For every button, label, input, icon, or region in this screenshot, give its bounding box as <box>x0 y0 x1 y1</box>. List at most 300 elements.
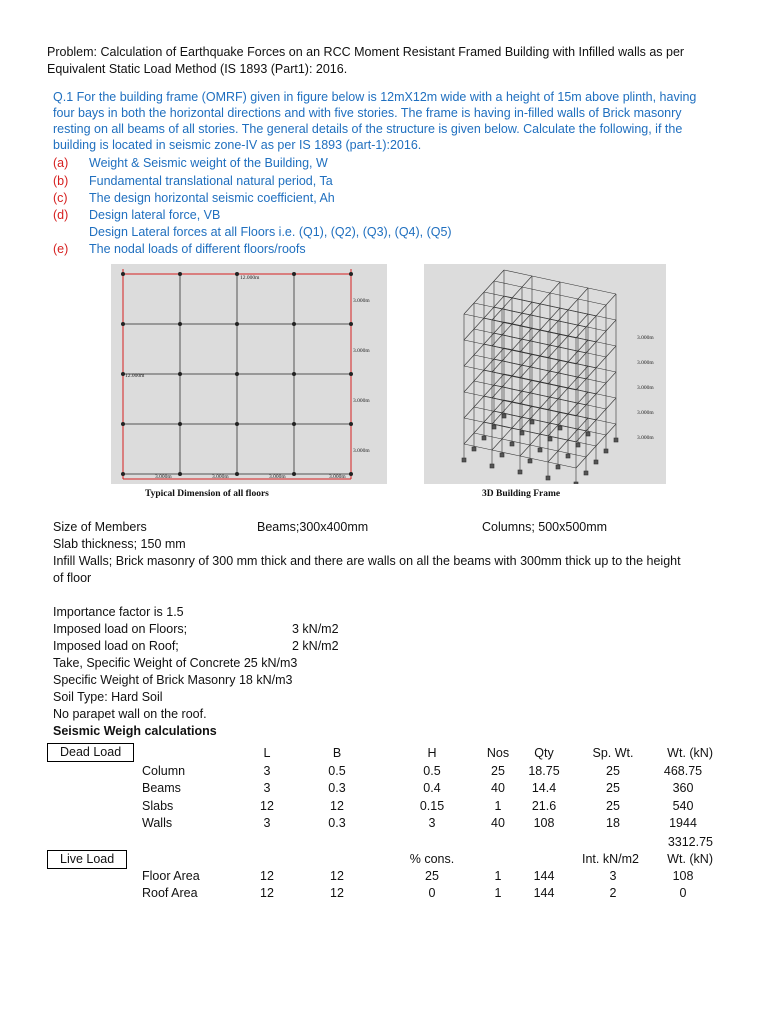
table-cell: 12 <box>260 798 274 813</box>
item-marker: (c) <box>53 191 68 205</box>
footing-icon <box>576 443 580 447</box>
header-cell: Nos <box>486 746 510 760</box>
beams-size: Beams;300x400mm <box>257 520 369 534</box>
imposed-floor-value: 3 kN/m2 <box>292 622 339 636</box>
table-cell: 108 <box>672 869 694 883</box>
frame-member <box>474 407 502 413</box>
frame-member <box>502 324 512 335</box>
table-cell: 12 <box>260 886 274 901</box>
table-cell: 540 <box>672 798 694 813</box>
frame-member <box>540 304 568 310</box>
footing-icon <box>472 447 476 451</box>
frame-member <box>558 321 586 327</box>
frame-member <box>522 287 550 293</box>
frame-member <box>522 276 532 287</box>
frame-member <box>586 420 596 431</box>
problem-line-1: Problem: Calculation of Earthquake Forces on an RCC Moment Resistant Framed Building with Infilled walls as per <box>47 45 685 59</box>
frame-member <box>558 399 586 405</box>
footing-icon <box>520 431 524 435</box>
frame-member <box>550 360 560 371</box>
frame-member <box>560 282 588 288</box>
plan-caption: Typical Dimension of all floors <box>145 489 269 499</box>
frame-member <box>548 410 576 416</box>
frame-member <box>474 355 502 361</box>
frame-member <box>474 422 484 433</box>
dead-load-label: Dead Load <box>47 743 134 762</box>
frame-member <box>548 358 576 364</box>
frame-member <box>492 309 502 320</box>
frame-member <box>474 396 484 407</box>
table-cell: 25 <box>606 781 620 796</box>
plan-drawing <box>111 264 387 484</box>
frame-member <box>540 371 550 382</box>
frame-member <box>558 336 568 347</box>
frame-member <box>464 329 474 340</box>
frame-member <box>464 433 474 444</box>
frame-member <box>578 340 588 351</box>
frame-member <box>576 327 586 338</box>
frame-member <box>492 398 520 404</box>
frame-member <box>502 428 512 439</box>
table-cell: 360 <box>672 781 694 796</box>
frame-member <box>530 315 558 321</box>
footing-icon <box>604 449 608 453</box>
problem-line-2: Equivalent Static Load Method (IS 1893 (Part1): 2016. <box>47 62 348 76</box>
frame-member <box>492 372 520 378</box>
frame3d-figure <box>424 264 666 484</box>
frame-member <box>578 288 588 299</box>
frame-member <box>596 305 606 316</box>
frame-member <box>502 298 512 309</box>
table-cell: 12 <box>330 798 344 813</box>
frame-member <box>502 350 512 361</box>
frame3d-caption: 3D Building Frame <box>482 489 561 499</box>
frame-member <box>520 445 530 456</box>
table-cell: 3 <box>263 764 271 778</box>
frame-member <box>530 382 540 393</box>
frame-member <box>492 439 502 450</box>
plan-bottom-dim: 3.000m <box>212 474 229 480</box>
footing-icon <box>556 465 560 469</box>
footing-icon <box>500 453 504 457</box>
footing-icon <box>584 471 588 475</box>
frame-member <box>532 276 560 282</box>
footing-icon <box>490 464 494 468</box>
table-cell: 12 <box>260 869 274 883</box>
header-cell: Wt. (kN) <box>667 852 713 866</box>
frame-member <box>530 356 540 367</box>
imposed-floor-label: Imposed load on Floors; <box>53 622 188 636</box>
table-cell: 3 <box>609 869 617 883</box>
frame-member <box>512 298 540 304</box>
frame-member <box>586 394 596 405</box>
frame-member <box>512 287 522 298</box>
table-cell: 468.75 <box>663 764 703 778</box>
table-cell: 0.3 <box>328 781 346 796</box>
table-cell: 40 <box>491 815 505 830</box>
footing-icon <box>548 437 552 441</box>
frame-member <box>568 403 578 414</box>
header-cell: Int. kN/m2 <box>582 852 639 866</box>
question-line-1: Q.1 For the building frame (OMRF) given in figure below is 12mX12m wide with a height of 15m above plinth, having <box>53 90 697 104</box>
frame-member <box>502 439 530 445</box>
frame-member <box>530 445 558 451</box>
frame-member <box>548 425 558 436</box>
frame-member <box>464 407 474 418</box>
frame-member <box>484 307 494 318</box>
table-cell: 0.5 <box>423 764 441 778</box>
row-name: Column <box>142 764 186 778</box>
footing-icon <box>482 436 486 440</box>
story-dim: 3.000m <box>637 410 654 416</box>
story-dim: 3.000m <box>637 335 654 341</box>
frame-member <box>558 310 568 321</box>
table-cell: 0.15 <box>419 798 445 813</box>
frame-member <box>548 384 576 390</box>
infill-line-1: Infill Walls; Brick masonry of 300 mm thick and there are walls on all the beams with 300mm thick up to the height <box>53 554 681 568</box>
frame-member <box>474 292 484 303</box>
frame-member <box>522 380 532 391</box>
frame-member <box>512 339 522 350</box>
frame-member <box>522 354 532 365</box>
frame-member <box>520 341 530 352</box>
frame-member <box>522 406 532 417</box>
table-cell: 144 <box>533 886 555 901</box>
table-cell: 18.75 <box>528 764 560 778</box>
frame-member <box>550 334 560 345</box>
plan-bottom-dim: 3.000m <box>269 474 286 480</box>
frame-member <box>596 383 606 394</box>
table-cell: 144 <box>533 869 555 883</box>
header-cell: % cons. <box>409 852 455 866</box>
frame-member <box>540 345 550 356</box>
frame-member <box>484 292 512 298</box>
frame-member <box>464 314 492 320</box>
frame-member <box>576 431 586 442</box>
frame-member <box>474 303 502 309</box>
frame-member <box>606 320 616 331</box>
importance-factor: Importance factor is 1.5 <box>53 605 184 619</box>
row-name: Roof Area <box>142 886 198 901</box>
item-text: Weight & Seismic weight of the Building, W <box>89 156 328 170</box>
frame-member <box>568 299 578 310</box>
table-cell: 18 <box>606 815 620 830</box>
table-cell: 3 <box>428 815 436 830</box>
frame-member <box>558 440 568 451</box>
frame-member <box>492 387 502 398</box>
frame-member <box>578 392 588 403</box>
frame-member <box>548 373 558 384</box>
footing-icon <box>492 425 496 429</box>
frame-member <box>558 347 586 353</box>
concrete-weight: Take, Specific Weight of Concrete 25 kN/m3 <box>53 656 298 670</box>
frame-member <box>548 451 558 462</box>
frame-member <box>558 362 568 373</box>
frame-member <box>484 385 494 396</box>
frame3d-drawing <box>424 264 666 484</box>
plan-left-dim: 12.000m <box>125 373 145 379</box>
frame-member <box>550 282 560 293</box>
table-cell: 0 <box>428 886 436 901</box>
frame-member <box>540 293 550 304</box>
imposed-roof-label: Imposed load on Roof; <box>53 639 179 653</box>
footing-icon <box>546 476 550 480</box>
plan-bottom-dim: 3.000m <box>329 474 346 480</box>
frame-member <box>578 314 588 325</box>
frame-member <box>464 418 492 424</box>
frame-member <box>492 361 502 372</box>
frame-member <box>530 304 540 315</box>
frame-member <box>530 408 540 419</box>
frame-member <box>464 366 492 372</box>
frame-member <box>576 379 586 390</box>
row-name: Beams <box>142 781 181 796</box>
row-name: Slabs <box>142 798 174 813</box>
frame-member <box>502 402 512 413</box>
frame-member <box>548 347 558 358</box>
table-cell: 1944 <box>669 815 697 830</box>
frame-member <box>558 373 586 379</box>
frame-member <box>520 326 548 332</box>
frame-member <box>606 294 616 305</box>
item-marker: (e) <box>53 242 69 256</box>
frame-member <box>474 433 502 439</box>
frame-member <box>596 357 606 368</box>
frame-member <box>578 299 606 305</box>
header-cell: Sp. Wt. <box>592 746 634 760</box>
frame-member <box>512 417 522 428</box>
columns-size: Columns; 500x500mm <box>482 520 608 534</box>
frame-member <box>586 342 596 353</box>
members-label: Size of Members <box>53 520 147 534</box>
frame-member <box>484 411 494 422</box>
frame-member <box>578 418 588 429</box>
frame-member <box>530 434 540 445</box>
frame-member <box>492 413 502 424</box>
table-cell: 1 <box>494 798 502 813</box>
frame-member <box>520 456 548 462</box>
frame-member <box>530 367 558 373</box>
dead-load-total: 3312.75 <box>667 835 713 849</box>
footing-icon <box>510 442 514 446</box>
frame-member <box>596 409 606 420</box>
footing-icon <box>614 438 618 442</box>
item-marker: (a) <box>53 156 69 170</box>
question-line-2: four bays in both the horizontal directions and with five stories. The frame is having in-filled walls of Brick masonry <box>53 106 682 120</box>
story-dim: 3.000m <box>637 360 654 366</box>
table-cell: 25 <box>606 798 620 813</box>
frame-member <box>550 308 560 319</box>
frame-member <box>530 341 558 347</box>
table-cell: 14.4 <box>531 781 557 796</box>
frame-member <box>502 387 530 393</box>
table-cell: 1 <box>494 869 502 883</box>
footing-icon <box>502 414 506 418</box>
plan-right-dim: 3.000m <box>353 448 370 454</box>
frame-member <box>606 372 616 383</box>
frame-member <box>464 303 474 314</box>
footing-icon <box>558 426 562 430</box>
table-cell: 2 <box>609 886 617 901</box>
header-cell: Qty <box>534 746 554 760</box>
frame-member <box>494 348 504 359</box>
frame-member <box>558 388 568 399</box>
frame-member <box>502 335 530 341</box>
item-text: The nodal loads of different floors/roofs <box>89 242 306 256</box>
frame-member <box>540 423 550 434</box>
table-cell: 3 <box>263 815 271 830</box>
frame-member <box>464 381 474 392</box>
table-cell: 1 <box>494 886 502 901</box>
frame-member <box>520 352 548 358</box>
frame-member <box>520 419 530 430</box>
frame-member <box>520 378 548 384</box>
header-cell: H <box>427 746 437 760</box>
seismic-title: Seismic Weigh calculations <box>53 724 217 738</box>
item-marker: (d) <box>53 208 69 222</box>
frame-member <box>512 313 522 324</box>
footing-icon <box>528 459 532 463</box>
frame-member <box>596 435 606 446</box>
frame-member <box>568 429 578 440</box>
frame-member <box>540 319 550 330</box>
frame-member <box>606 346 616 357</box>
frame-member <box>520 315 530 326</box>
imposed-roof-value: 2 kN/m2 <box>292 639 339 653</box>
frame-member <box>474 344 484 355</box>
frame-member <box>540 397 550 408</box>
brick-weight: Specific Weight of Brick Masonry 18 kN/m3 <box>53 673 293 687</box>
table-cell: 0.4 <box>423 781 441 796</box>
slab-thickness: Slab thickness; 150 mm <box>53 537 186 551</box>
frame-member <box>484 333 494 344</box>
frame-member <box>494 374 504 385</box>
frame-member <box>548 332 576 338</box>
infill-line-2: of floor <box>53 571 92 585</box>
plan-figure <box>111 264 387 484</box>
frame-member <box>520 367 530 378</box>
plan-right-dim: 3.000m <box>353 398 370 404</box>
plan-top-dim: 12.000m <box>240 275 260 281</box>
item-text: Design Lateral forces at all Floors i.e. (Q1), (Q2), (Q3), (Q4), (Q5) <box>89 225 452 239</box>
frame-member <box>502 376 512 387</box>
frame-member <box>596 331 606 342</box>
soil-type: Soil Type: Hard Soil <box>53 690 163 704</box>
frame-member <box>464 392 492 398</box>
frame-member <box>606 424 616 435</box>
frame-member <box>576 353 586 364</box>
item-marker: (b) <box>53 174 69 188</box>
item-text: The design horizontal seismic coefficient, Ah <box>89 191 335 205</box>
frame-member <box>548 321 558 332</box>
story-dim: 3.000m <box>637 435 654 441</box>
frame-member <box>492 450 520 456</box>
frame-member <box>568 310 596 316</box>
frame-member <box>558 451 586 457</box>
frame-member <box>474 381 502 387</box>
frame-member <box>578 366 588 377</box>
frame-member <box>494 296 504 307</box>
frame-member <box>606 398 616 409</box>
frame-member <box>548 462 576 468</box>
frame-member <box>568 377 578 388</box>
frame-member <box>492 346 520 352</box>
header-cell: B <box>332 746 342 760</box>
frame-member <box>586 446 596 457</box>
table-cell: 3 <box>263 781 271 796</box>
table-cell: 12 <box>330 869 344 883</box>
footing-icon <box>586 432 590 436</box>
footing-icon <box>462 458 466 462</box>
footing-icon <box>574 482 578 484</box>
table-cell: 25 <box>491 764 505 778</box>
item-text: Fundamental translational natural period, Ta <box>89 174 333 188</box>
frame-member <box>494 270 504 281</box>
item-text: Design lateral force, VB <box>89 208 221 222</box>
frame-member <box>558 414 568 425</box>
footing-icon <box>594 460 598 464</box>
frame-member <box>494 281 522 287</box>
table-cell: 108 <box>533 815 555 830</box>
frame-member <box>576 457 586 468</box>
frame-member <box>474 329 502 335</box>
footing-icon <box>538 448 542 452</box>
frame-member <box>502 361 530 367</box>
plan-right-dim: 3.000m <box>353 298 370 304</box>
table-cell: 0.5 <box>328 764 346 778</box>
footing-icon <box>566 454 570 458</box>
frame-member <box>550 412 560 423</box>
table-cell: 12 <box>330 886 344 901</box>
parapet-note: No parapet wall on the roof. <box>53 707 207 721</box>
frame-member <box>548 399 558 410</box>
frame-member <box>484 359 494 370</box>
frame-member <box>568 325 578 336</box>
plan-bottom-dim: 3.000m <box>155 474 172 480</box>
table-cell: 40 <box>491 781 505 796</box>
frame-member <box>474 370 484 381</box>
live-load-label: Live Load <box>47 850 127 869</box>
row-name: Walls <box>142 815 173 830</box>
frame-member <box>586 316 596 327</box>
table-cell: 25 <box>425 869 439 883</box>
frame-member <box>464 340 492 346</box>
frame-member <box>550 293 578 299</box>
frame-member <box>484 281 494 292</box>
table-cell: 21.6 <box>531 798 557 813</box>
frame-member <box>494 322 504 333</box>
header-cell: L <box>263 746 271 760</box>
frame-member <box>474 318 484 329</box>
frame-member <box>520 404 548 410</box>
frame-member <box>492 320 520 326</box>
frame-member <box>586 368 596 379</box>
footing-icon <box>518 470 522 474</box>
frame-member <box>520 393 530 404</box>
footing-icon <box>530 420 534 424</box>
frame-member <box>464 355 474 366</box>
table-cell: 25 <box>606 764 620 778</box>
story-dim: 3.000m <box>637 385 654 391</box>
frame-member <box>522 328 532 339</box>
table-cell: 0.3 <box>328 815 346 830</box>
frame-member <box>492 335 502 346</box>
frame-member <box>522 302 532 313</box>
frame-member <box>550 386 560 397</box>
plan-right-dim: 3.000m <box>353 348 370 354</box>
frame-member <box>576 405 586 416</box>
question-line-4: building is located in seismic zone-IV as per IS 1893 (part-1):2016. <box>53 138 422 152</box>
